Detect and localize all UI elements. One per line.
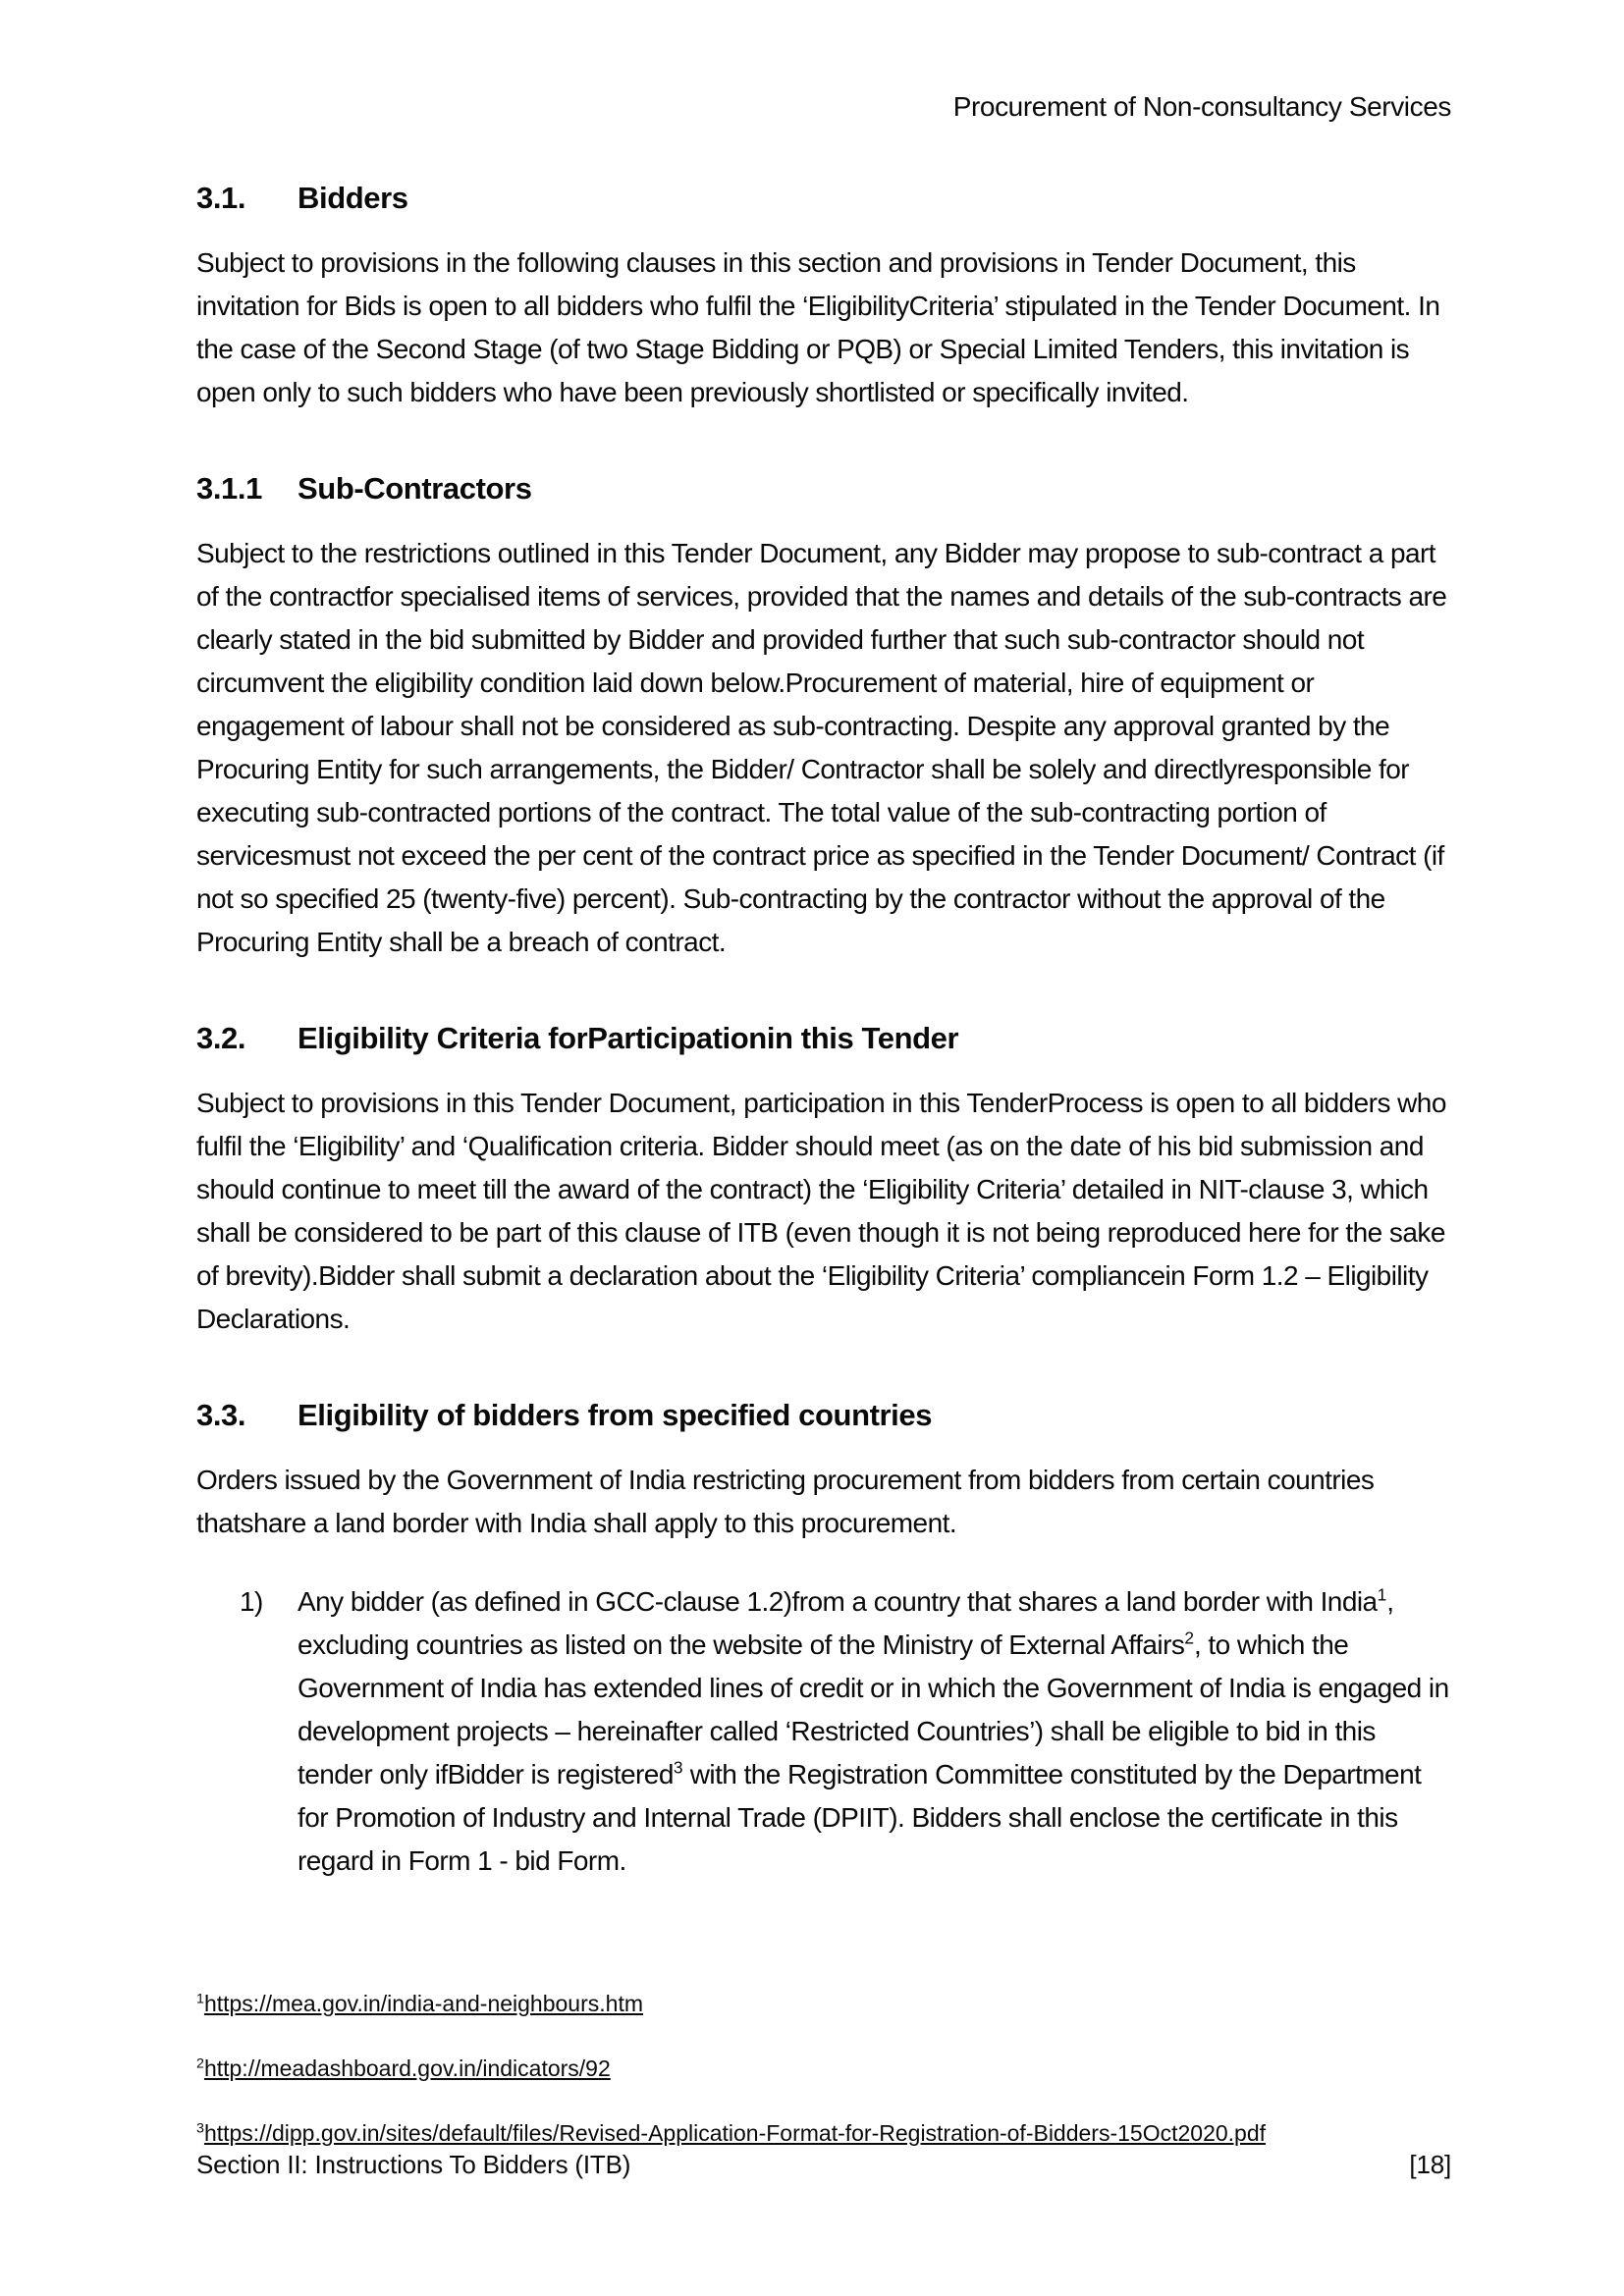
footnote-ref-2: 2 [1184,1628,1194,1648]
section-title: Eligibility Criteria forParticipationin this Tender [298,1021,959,1055]
footnote-link-2[interactable]: http://meadashboard.gov.in/indicators/92 [203,2056,611,2081]
footer-page-number: [18] [1409,2150,1451,2179]
section-heading-3-1-1 [196,469,1451,508]
section-heading-3-3 [196,1396,1451,1435]
footnote-ref-3: 3 [673,1757,683,1778]
list-text-segment: , to which the Government of India has extended lines of credit or in which the Government of India is engaged in development projects – hereinafter called ‘Restricted Countries’) shall be eligible to bid in this tender only ifBidder is registered [298,1629,1449,1789]
footnote-number: 3 [196,2120,204,2137]
numbered-list [196,1580,1451,1883]
paragraph-3-2: Subject to provisions in this Tender Document, participation in this TenderProcess is open to all bidders who fulfil the ‘Eligibility’ and ‘Qualification criteria. Bidder should meet (as on the date of his bid submission and should continue to meet till the award of the contract) the ‘Eligibility Criteria’ detailed in NIT-clause 3, which shall be considered to be part of this clause of ITB (even though it is not being reproduced here for the sake of brevity).Bidder shall submit a declaration about the ‘Eligibility Criteria’ compliancein Form 1.2 – Eligibility Declarations. [196,1088,1446,1334]
section-number: 3.1. [196,181,246,215]
list-item [196,1580,1451,1883]
section-title: Eligibility of bidders from specified countries [298,1398,933,1432]
footnote-2 [196,2055,1451,2082]
footnote-ref-1: 1 [1377,1584,1387,1605]
page-header [196,90,1451,124]
list-text-segment: with the Registration Committee constituted by the Department for Promotion of Industry and Internal Trade (DPIIT). Bidders shall enclose the certificate in this regard in Form 1 - bid Form. [298,1759,1422,1876]
paragraph-3-1-1: Subject to the restrictions outlined in this Tender Document, any Bidder may propose to sub-contract a part of the contractfor specialised items of services, provided that the names and details of the sub-contracts are clearly stated in the bid submitted by Bidder and provided further that such sub-contractor should not circumvent the eligibility condition laid down below.Procurement of material, hire of equipment or engagement of labour shall not be considered as sub-contracting. Despite any approval granted by the Procuring Entity for such arrangements, the Bidder/ Contractor shall be solely and directlyresponsible for executing sub-contracted portions of the contract. The total value of the sub-contracting portion of servicesmust not exceed the per cent of the contract price as specified in the Tender Document/ Contract (if not so specified 25 (twenty-five) percent). Sub-contracting by the contractor without the approval of the Procuring Entity shall be a breach of contract. [196,538,1447,957]
footer-section-label: Section II: Instructions To Bidders (ITB) [196,2150,631,2179]
list-item-marker: 1) [240,1586,263,1617]
list-item-text [298,1580,1451,1883]
list-text-segment: , excluding countries as listed on the website of the Ministry of External Affairs [298,1586,1394,1660]
section-title: Bidders [298,181,408,215]
footnote-3 [196,2119,1451,2147]
section-number: 3.3. [196,1398,246,1432]
section-title: Sub-Contractors [298,471,532,506]
footnotes-block [196,1990,1451,2147]
footnote-number: 1 [196,1991,204,2007]
section-number: 3.1.1 [196,471,262,506]
footnote-link-3[interactable]: https://dipp.gov.in/sites/default/files/Revised-Application-Format-for-Registration-of-Bidders-15Oct2020.pdf [203,2120,1267,2146]
section-heading-3-1 [196,179,1451,218]
footnote-number: 2 [196,2056,204,2072]
list-text-segment: Any bidder (as defined in GCC-clause 1.2)from a country that shares a land border with India [298,1586,1378,1617]
footnote-link-1[interactable]: https://mea.gov.in/india-and-neighbours.htm [203,1991,643,2016]
paragraph-3-3: Orders issued by the Government of India restricting procurement from bidders from certain countries thatshare a land border with India shall apply to this procurement. [196,1465,1375,1538]
section-number: 3.2. [196,1021,246,1055]
section-heading-3-2 [196,1019,1451,1058]
footnote-1 [196,1990,1451,2017]
paragraph-3-1: Subject to provisions in the following clauses in this section and provisions in Tender Document, this invitation for Bids is open to all bidders who fulfil the ‘EligibilityCriteria’ stipulated in the Tender Document. In the case of the Second Stage (of two Stage Bidding or PQB) or Special Limited Tenders, this invitation is open only to such bidders who have been previously shortlisted or specifically invited. [196,247,1440,407]
header-title: Procurement of Non-consultancy Services [952,91,1451,122]
page-footer [196,2149,1451,2180]
